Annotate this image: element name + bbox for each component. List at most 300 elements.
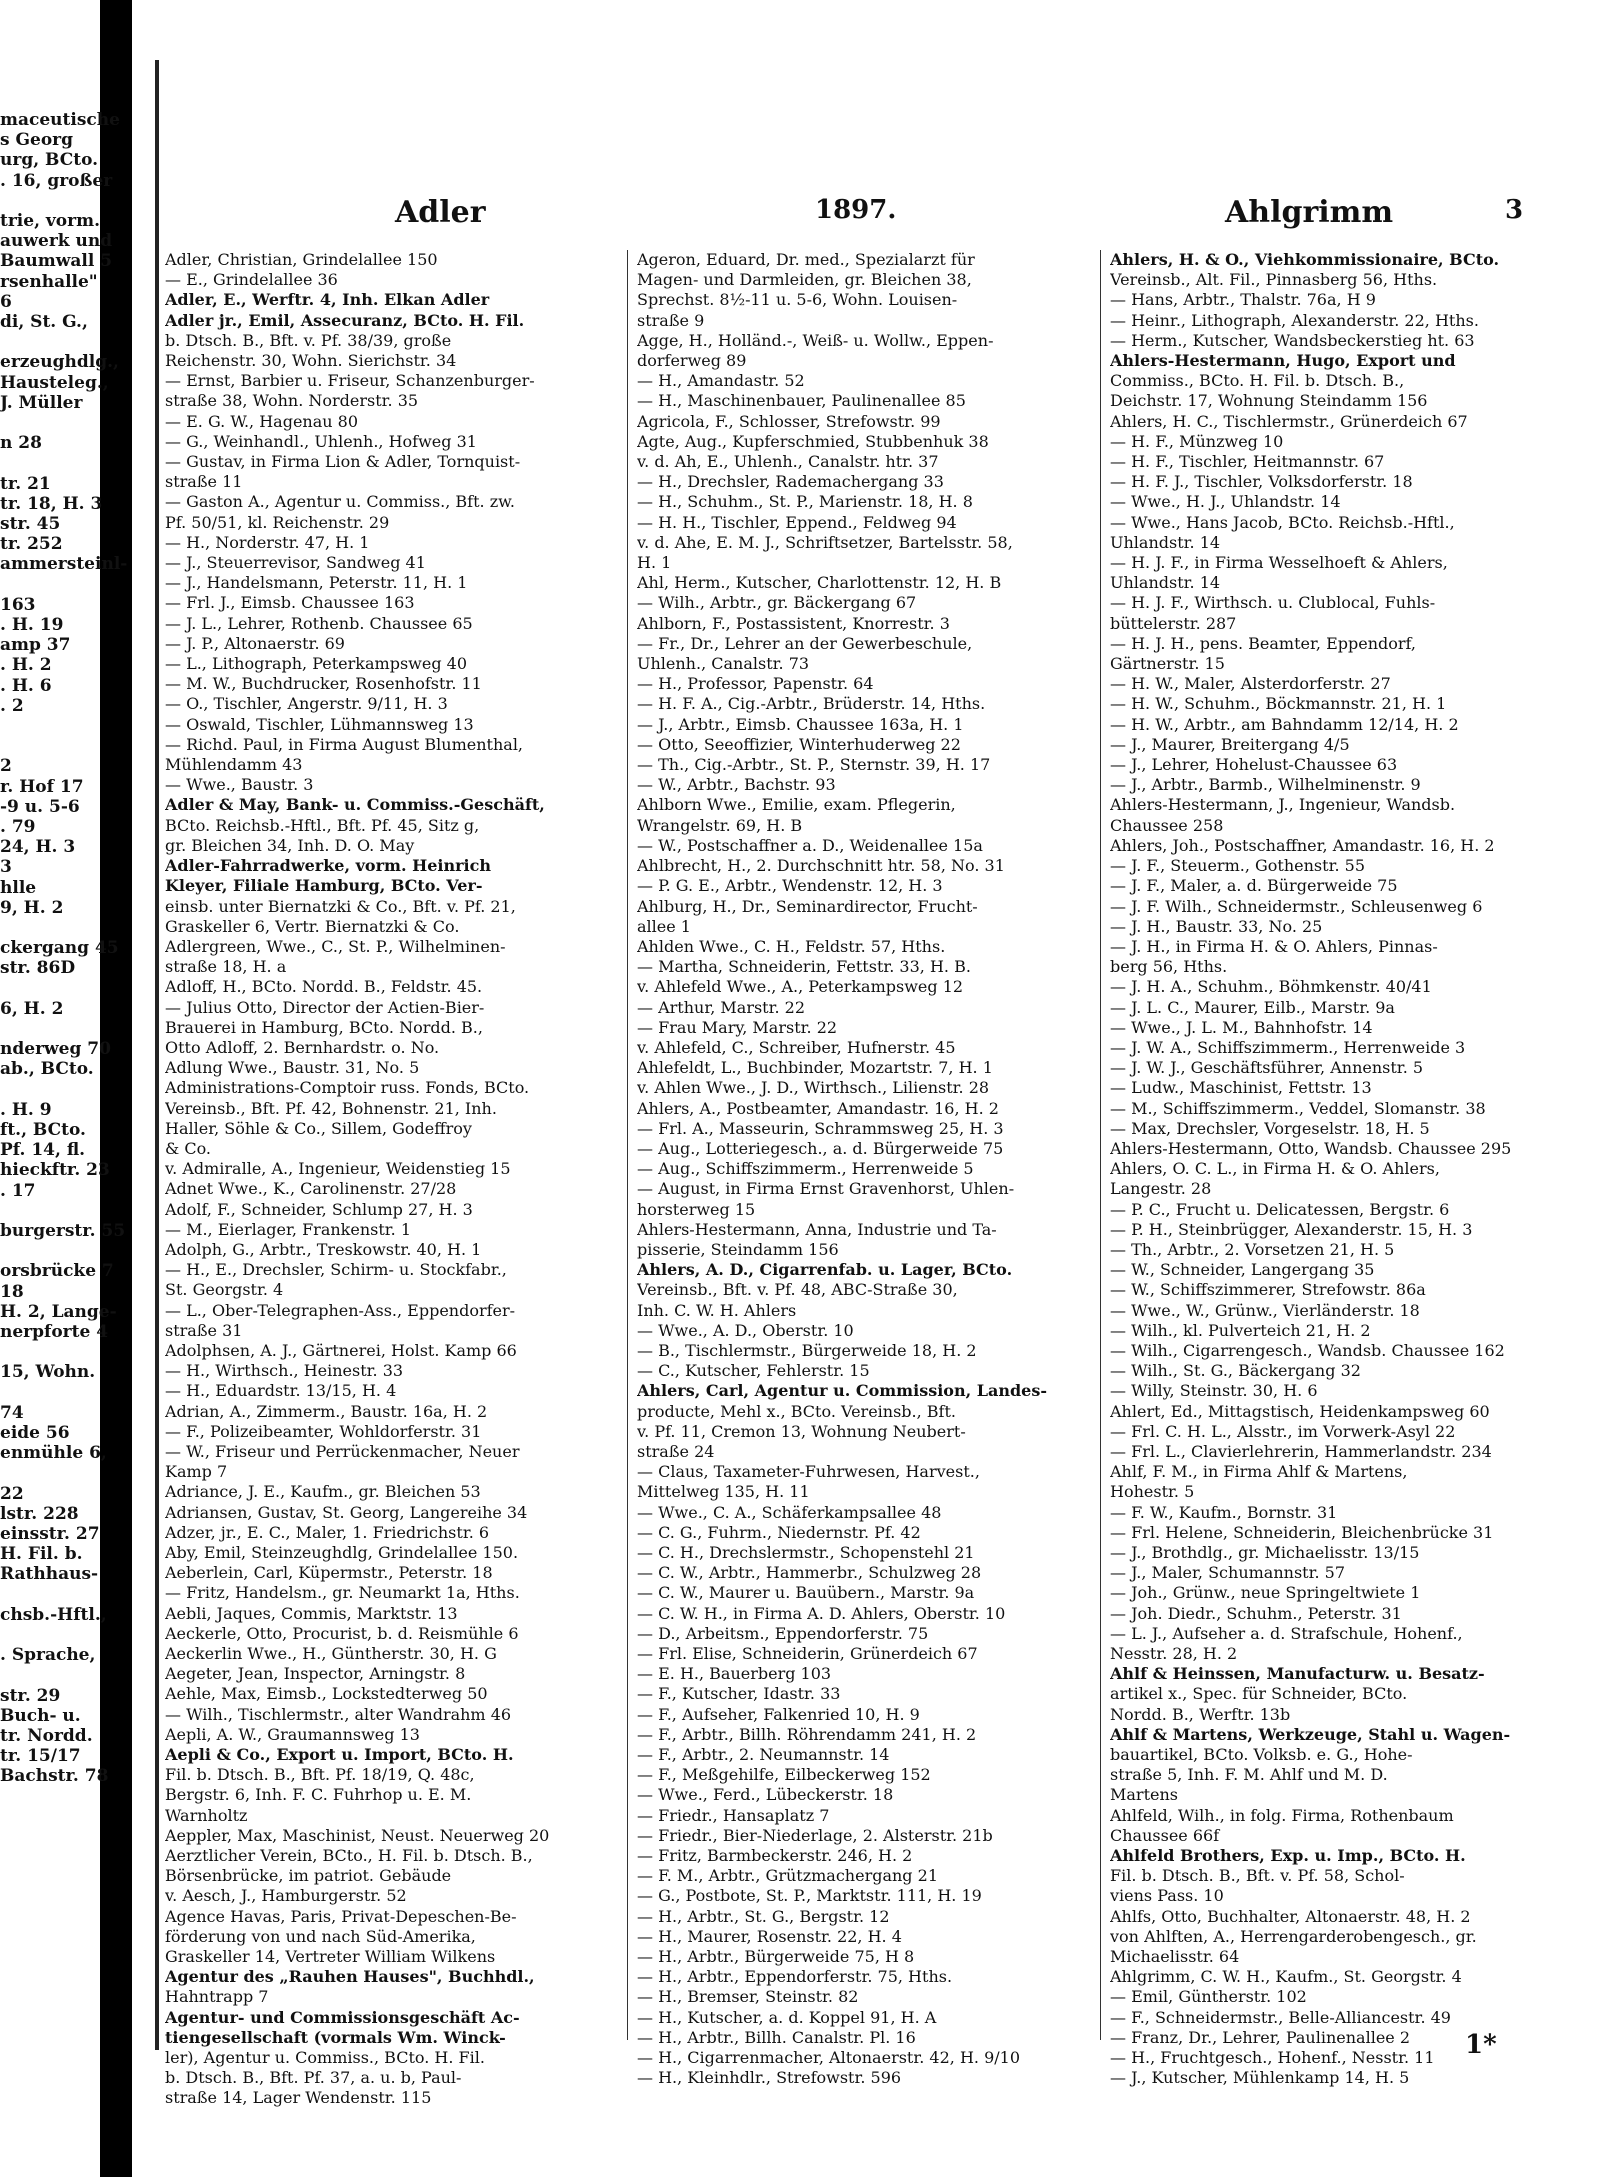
directory-entry: — H., Maschinenbauer, Paulinenallee 85	[637, 391, 966, 411]
previous-page-fragment: enmühle 6,	[0, 1443, 107, 1464]
directory-entry: Ahlers-Hestermann, J., Ingenieur, Wandsb.	[1110, 795, 1456, 815]
directory-entry: Ahlers, H. & O., Viehkommissionaire, BCto.	[1110, 250, 1500, 269]
directory-entry: — C. W. H., in Firma A. D. Ahlers, Oberstr. 10	[637, 1603, 1006, 1623]
directory-entry: straße 14, Lager Wendenstr. 115	[165, 2088, 432, 2108]
previous-page-fragment: ammersteinl-	[0, 554, 128, 575]
previous-page-fragment: H. 2, Lange-	[0, 1301, 117, 1322]
directory-entry: — Ernst, Barbier u. Friseur, Schanzenburger-	[165, 371, 535, 391]
directory-entry: — J. W. J., Geschäftsführer, Annenstr. 5	[1110, 1058, 1424, 1078]
previous-page-fragment: 24, H. 3	[0, 837, 76, 858]
directory-entry: Aby, Emil, Steinzeughdlg, Grindelallee 150.	[165, 1543, 519, 1562]
directory-entry: Graskeller 14, Vertreter William Wilkens	[165, 1947, 496, 1967]
directory-entry: Mühlendamm 43	[165, 755, 303, 775]
directory-entry: — Gustav, in Firma Lion & Adler, Tornquist-	[165, 452, 521, 472]
directory-entry: Aebli, Jaques, Commis, Marktstr. 13	[165, 1603, 458, 1623]
directory-entry: — H. F., Münzweg 10	[1110, 431, 1284, 451]
directory-entry: — E. G. W., Hagenau 80	[165, 411, 359, 431]
directory-entry: Brauerei in Hamburg, BCto. Nordd. B.,	[165, 1017, 483, 1037]
directory-page	[165, 195, 1550, 2108]
directory-entry: Pf. 50/51, kl. Reichenstr. 29	[165, 512, 390, 532]
directory-entry: — H. J. F., in Firma Wesselhoeft & Ahlers,	[1110, 553, 1448, 573]
directory-entry: — Frl. C. H. L., Alsstr., im Vorwerk-Asyl 22	[1110, 1421, 1456, 1441]
directory-entry: v. Pf. 11, Cremon 13, Wohnung Neubert-	[637, 1421, 966, 1441]
directory-entry: Aeckerle, Otto, Procurist, b. d. Reismühle 6	[165, 1623, 519, 1643]
directory-entry: Aeppler, Max, Maschinist, Neust. Neuerweg 20	[165, 1825, 550, 1845]
directory-entry: Aegeter, Jean, Inspector, Arningstr. 8	[165, 1664, 466, 1684]
directory-entry: straße 9	[637, 310, 705, 330]
directory-entry: — Joh., Grünw., neue Springeltwiete 1	[1110, 1583, 1421, 1603]
directory-entry: Vereinsb., Alt. Fil., Pinnasberg 56, Hths.	[1110, 270, 1438, 290]
previous-page-fragment: 6, H. 2	[0, 998, 64, 1019]
column-3	[1110, 250, 1540, 2088]
directory-entry: Adler, E., Werftr. 4, Inh. Elkan Adler	[165, 290, 490, 310]
directory-entry: — Frl. L., Clavierlehrerin, Hammerlandstr. 234	[1110, 1441, 1492, 1461]
directory-entry: — J., Brothdlg., gr. Michaelisstr. 13/15	[1110, 1543, 1420, 1562]
directory-entry: — H., Arbtr., St. G., Bergstr. 12	[637, 1906, 890, 1926]
previous-page-fragment: str. 45	[0, 514, 61, 534]
directory-entry: — Wilh., Tischlermstr., alter Wandrahm 46	[165, 1704, 512, 1724]
directory-entry: einsb. unter Biernatzki & Co., Bft. v. Pf. 21,	[165, 896, 516, 916]
directory-entry: — Franz, Dr., Lehrer, Paulinenallee 2	[1110, 2027, 1411, 2047]
previous-page-fragment: orsbrücke 7	[0, 1261, 114, 1282]
directory-entry: — H. W., Maler, Alsterdorferstr. 27	[1110, 674, 1391, 694]
directory-entry: Adler, Christian, Grindelallee 150	[165, 250, 438, 269]
previous-page-fragment: 9, H. 2	[0, 897, 64, 918]
directory-entry: pisserie, Steindamm 156	[637, 1239, 839, 1259]
directory-entry: viens Pass. 10	[1110, 1886, 1224, 1906]
previous-page-fragment: ft., BCto.	[0, 1120, 86, 1140]
directory-entry: — G., Postbote, St. P., Marktstr. 111, H. 19	[637, 1886, 982, 1906]
directory-entry: straße 18, H. a	[165, 957, 287, 977]
directory-entry: — H., Maurer, Rosenstr. 22, H. 4	[637, 1926, 902, 1946]
running-head-year: 1897.	[815, 195, 897, 225]
directory-entry: — Otto, Seeoffizier, Winterhuderweg 22	[637, 734, 961, 754]
directory-entry: — H., Amandastr. 52	[637, 371, 805, 391]
directory-entry: büttelerstr. 287	[1110, 613, 1237, 633]
directory-entry: straße 31	[165, 1320, 243, 1340]
directory-entry: Hahntrapp 7	[165, 1987, 269, 2007]
previous-page-fragment: amp 37	[0, 635, 71, 656]
directory-entry: Adolph, G., Arbtr., Treskowstr. 40, H. 1	[165, 1239, 482, 1259]
directory-entry: Adzer, jr., E. C., Maler, 1. Friedrichstr. 6	[165, 1522, 490, 1542]
directory-entry: Ahl, Herm., Kutscher, Charlottenstr. 12, H. B	[637, 573, 1002, 593]
directory-entry: — Wwe., Hans Jacob, BCto. Reichsb.-Hftl.,	[1110, 512, 1455, 532]
directory-entry: Ahlbrecht, H., 2. Durchschnitt htr. 58, No. 31	[637, 856, 1005, 876]
directory-entry: Aerztlicher Verein, BCto., H. Fil. b. Dtsch. B.,	[165, 1846, 533, 1866]
directory-entry: — M. W., Buchdrucker, Rosenhofstr. 11	[165, 674, 482, 694]
directory-entry: — J., Maler, Schumannstr. 57	[1110, 1563, 1345, 1583]
previous-page-fragment: eide 56	[0, 1423, 70, 1443]
running-head-left: Adler	[395, 195, 486, 230]
directory-entry: Ahlers, Joh., Postschaffner, Amandastr. 16, H. 2	[1110, 835, 1495, 855]
previous-page-fragment: maceutische	[0, 110, 120, 130]
previous-page-fragment: Hausteleg.,	[0, 372, 109, 393]
directory-entry: — H., Professor, Papenstr. 64	[637, 674, 874, 694]
previous-page-fragment: J. Müller	[0, 392, 83, 413]
directory-entry: Agte, Aug., Kupferschmied, Stubbenhuk 38	[637, 431, 989, 451]
directory-entry: — L. J., Aufseher a. d. Strafschule, Hohenf.,	[1110, 1623, 1463, 1643]
previous-page-fragment: s Georg	[0, 130, 74, 151]
previous-page-fragment: Bachstr. 78	[0, 1766, 109, 1787]
directory-entry: — H., Schuhm., St. P., Marienstr. 18, H. 8	[637, 492, 973, 512]
directory-entry: — Frau Mary, Marstr. 22	[637, 1017, 838, 1037]
directory-entry: — Willy, Steinstr. 30, H. 6	[1110, 1381, 1318, 1401]
directory-entry: — F., Schneidermstr., Belle-Alliancestr. 49	[1110, 2007, 1451, 2027]
directory-entry: v. Ahlefeld Wwe., A., Peterkampsweg 12	[637, 977, 964, 997]
previous-page-fragment: auwerk und	[0, 231, 113, 252]
directory-entry: — Richd. Paul, in Firma August Blumenthal,	[165, 734, 524, 754]
directory-entry: Ahlers-Hestermann, Anna, Industrie und Ta-	[637, 1219, 997, 1239]
directory-entry: — J., Maurer, Breitergang 4/5	[1110, 734, 1350, 754]
previous-page-fragment: . Sprache,	[0, 1645, 96, 1666]
directory-entry: Ahlers, Carl, Agentur u. Commission, Landes-	[637, 1381, 1047, 1401]
directory-entry: — Fr., Dr., Lehrer an der Gewerbeschule,	[637, 633, 973, 653]
directory-entry: — W., Schneider, Langergang 35	[1110, 1260, 1375, 1280]
previous-page-fragment: hieckftr. 23	[0, 1160, 110, 1181]
directory-entry: — H., E., Drechsler, Schirm- u. Stockfabr.,	[165, 1260, 507, 1280]
previous-page-fragment: str. 86D	[0, 958, 76, 979]
directory-entry: v. Ahlefeld, C., Schreiber, Hufnerstr. 45	[637, 1037, 956, 1057]
directory-entry: — Wilh., Arbtr., gr. Bäckergang 67	[637, 593, 917, 613]
directory-entry: — H., Cigarrenmacher, Altonaerstr. 42, H. 9/10	[637, 2048, 1020, 2068]
directory-entry: v. d. Ah, E., Uhlenh., Canalstr. htr. 37	[637, 452, 939, 472]
previous-page-fragment: Rathhaus-	[0, 1564, 99, 1585]
directory-entry: b. Dtsch. B., Bft. v. Pf. 38/39, große	[165, 330, 452, 350]
directory-entry: berg 56, Hths.	[1110, 957, 1228, 977]
previous-page-fragment: 6	[0, 291, 12, 312]
directory-entry: bauartikel, BCto. Volksb. e. G., Hohe-	[1110, 1745, 1413, 1765]
directory-entry: — W., Postschaffner a. D., Weidenallee 15a	[637, 835, 983, 855]
directory-entry: — F. M., Arbtr., Grützmachergang 21	[637, 1866, 938, 1886]
directory-entry: Ahlert, Ed., Mittagstisch, Heidenkampsweg 60	[1110, 1401, 1490, 1421]
directory-entry: — L., Ober-Telegraphen-Ass., Eppendorfer-	[165, 1300, 516, 1320]
directory-entry: Aepli & Co., Export u. Import, BCto. H.	[165, 1745, 514, 1765]
directory-entry: — H., Eduardstr. 13/15, H. 4	[165, 1381, 397, 1401]
directory-entry: Adriance, J. E., Kaufm., gr. Bleichen 53	[165, 1482, 481, 1502]
directory-entry: — H. F. A., Cig.-Arbtr., Brüderstr. 14, Hths.	[637, 694, 986, 714]
directory-entry: Adler & May, Bank- u. Commiss.-Geschäft,	[165, 795, 545, 815]
directory-entry: — H., Arbtr., Bürgerweide 75, H 8	[637, 1947, 915, 1967]
directory-entry: Vereinsb., Bft. Pf. 42, Bohnenstr. 21, Inh.	[165, 1098, 497, 1118]
directory-entry: Adriansen, Gustav, St. Georg, Langereihe 34	[165, 1502, 528, 1522]
directory-entry: von Ahlften, A., Herrengarderobengesch., gr.	[1110, 1926, 1477, 1946]
directory-entry: — Julius Otto, Director der Actien-Bier-	[165, 997, 485, 1017]
directory-entry: — M., Eierlager, Frankenstr. 1	[165, 1219, 412, 1239]
directory-entry: — Friedr., Bier-Niederlage, 2. Alsterstr. 21b	[637, 1825, 993, 1845]
previous-page-fragment: -9 u. 5-6	[0, 796, 80, 817]
directory-entry: Hohestr. 5	[1110, 1482, 1195, 1502]
previous-page-fragment: hlle	[0, 877, 37, 898]
directory-entry: Adlung Wwe., Baustr. 31, No. 5	[165, 1058, 420, 1078]
previous-page-fragment: . 16, großer	[0, 170, 113, 191]
directory-entry: Bergstr. 6, Inh. F. C. Fuhrhop u. E. M.	[165, 1785, 472, 1805]
directory-entry: — E., Grindelallee 36	[165, 270, 338, 290]
directory-entry: — Aug., Lotteriegesch., a. d. Bürgerweide 75	[637, 1138, 1004, 1158]
directory-entry: Adler jr., Emil, Assecuranz, BCto. H. Fil.	[165, 310, 525, 330]
previous-page-fragment: tr. 21	[0, 473, 51, 494]
directory-entry: — Arthur, Marstr. 22	[637, 997, 806, 1017]
directory-entry: — Herm., Kutscher, Wandsbeckerstieg ht. 63	[1110, 330, 1475, 350]
directory-entry: — Claus, Taxameter-Fuhrwesen, Harvest.,	[637, 1462, 980, 1482]
directory-entry: v. d. Ahe, E. M. J., Schriftsetzer, Bartelsstr. 58,	[637, 532, 1013, 552]
previous-page-fragment: str. 29	[0, 1685, 61, 1706]
directory-entry: — J. H., in Firma H. & O. Ahlers, Pinnas-	[1110, 936, 1438, 956]
directory-entry: — Frl. J., Eimsb. Chaussee 163	[165, 593, 415, 613]
directory-entry: Ahlfeld Brothers, Exp. u. Imp., BCto. H.	[1110, 1846, 1466, 1866]
directory-entry: — J., Handelsmann, Peterstr. 11, H. 1	[165, 573, 468, 593]
directory-entry: — C. G., Fuhrm., Niedernstr. Pf. 42	[637, 1522, 921, 1542]
previous-page-fragment: burgerstr. 55	[0, 1221, 126, 1241]
directory-entry: — Wwe., W., Grünw., Vierländerstr. 18	[1110, 1300, 1420, 1320]
directory-entry: — Wwe., J. L. M., Bahnhofstr. 14	[1110, 1017, 1373, 1037]
directory-entry: — H., Bremser, Steinstr. 82	[637, 1987, 859, 2007]
directory-entry: Kamp 7	[165, 1462, 228, 1482]
previous-page-fragment: . H. 2	[0, 655, 52, 676]
directory-entry: BCto. Reichsb.-Hftl., Bft. Pf. 45, Sitz g,	[165, 815, 480, 835]
directory-entry: — H. H., Tischler, Eppend., Feldweg 94	[637, 512, 957, 532]
directory-entry: v. Admiralle, A., Ingenieur, Weidenstieg 15	[165, 1159, 511, 1179]
previous-page-fragment: 3	[0, 857, 12, 878]
previous-page-fragment: tr. 252	[0, 534, 63, 555]
previous-page-fragment: . 17	[0, 1180, 36, 1201]
previous-page-fragment: Pf. 14, fl.	[0, 1140, 86, 1161]
directory-entry: tiengesellschaft (vormals Wm. Winck-	[165, 2027, 506, 2047]
directory-entry: — Hans, Arbtr., Thalstr. 76a, H 9	[1110, 290, 1376, 310]
directory-entry: — Wwe., C. A., Schäferkampsallee 48	[637, 1502, 942, 1522]
directory-entry: — J., Arbtr., Barmb., Wilhelminenstr. 9	[1110, 775, 1421, 795]
directory-entry: — Gaston A., Agentur u. Commiss., Bft. zw.	[165, 492, 516, 512]
directory-entry: Ahlgrimm, C. W. H., Kaufm., St. Georgstr. 4	[1110, 1967, 1462, 1987]
directory-entry: Vereinsb., Bft. v. Pf. 48, ABC-Straße 30,	[637, 1280, 958, 1300]
directory-entry: Otto Adloff, 2. Bernhardstr. o. No.	[165, 1037, 440, 1057]
directory-entry: Agence Havas, Paris, Privat-Depeschen-Be-	[165, 1906, 517, 1926]
directory-entry: Uhlenh., Canalstr. 73	[637, 654, 810, 674]
directory-entry: Sprechst. 8½-11 u. 5-6, Wohn. Louisen-	[637, 290, 958, 310]
directory-entry: Adolphsen, A. J., Gärtnerei, Holst. Kamp 66	[165, 1340, 517, 1360]
directory-entry: — H. J. F., Wirthsch. u. Clublocal, Fuhls-	[1110, 593, 1436, 613]
directory-entry: — Oswald, Tischler, Lühmannsweg 13	[165, 714, 474, 734]
previous-page-fragment: 74	[0, 1402, 24, 1423]
previous-page-fragment: 22	[0, 1483, 24, 1504]
directory-entry: — F., Kutscher, Idastr. 33	[637, 1684, 841, 1704]
directory-entry: — H. J. H., pens. Beamter, Eppendorf,	[1110, 633, 1416, 653]
previous-page-fragment: rsenhalle"	[0, 271, 98, 292]
directory-entry: v. Ahlen Wwe., J. D., Wirthsch., Lilienstr. 28	[637, 1078, 990, 1098]
directory-entry: — Wwe., Ferd., Lübeckerstr. 18	[637, 1785, 894, 1805]
directory-entry: straße 5, Inh. F. M. Ahlf und M. D.	[1110, 1765, 1388, 1785]
directory-entry: Gärtnerstr. 15	[1110, 654, 1225, 674]
directory-entry: — Joh. Diedr., Schuhm., Peterstr. 31	[1110, 1603, 1402, 1623]
directory-entry: — J., Lehrer, Hohelust-Chaussee 63	[1110, 755, 1398, 775]
previous-page-fragment: Baumwall 5	[0, 251, 113, 272]
directory-entry: Aeckerlin Wwe., H., Güntherstr. 30, H. G	[165, 1644, 497, 1664]
directory-entry: Fil. b. Dtsch. B., Bft. Pf. 18/19, Q. 48c,	[165, 1765, 475, 1785]
directory-entry: — Aug., Schiffszimmerm., Herrenweide 5	[637, 1159, 974, 1179]
directory-entry: Reichenstr. 30, Wohn. Sierichstr. 34	[165, 351, 457, 371]
previous-page-fragment: 163	[0, 594, 36, 615]
directory-entry: — M., Schiffszimmerm., Veddel, Slomanstr. 38	[1110, 1098, 1486, 1118]
previous-page-fragment: nderweg 70	[0, 1039, 111, 1060]
directory-entry: Ahlf & Heinssen, Manufacturw. u. Besatz-	[1110, 1664, 1485, 1684]
directory-entry: Adler-Fahrradwerke, vorm. Heinrich	[165, 856, 491, 876]
previous-page-fragment: . 79	[0, 817, 36, 837]
directory-entry: — H., Arbtr., Billh. Canalstr. Pl. 16	[637, 2027, 916, 2047]
directory-entry: — H., Kleinhdlr., Strefowstr. 596	[637, 2068, 902, 2088]
directory-entry: — August, in Firma Ernst Gravenhorst, Uhlen-	[637, 1179, 1015, 1199]
previous-page-fragment: urg, BCto.	[0, 150, 99, 171]
directory-entry: Michaelisstr. 64	[1110, 1947, 1240, 1967]
signature-mark: 1*	[1465, 2030, 1497, 2060]
directory-entry: Agentur- und Commissionsgeschäft Ac-	[165, 2007, 520, 2027]
directory-entry: Wrangelstr. 69, H. B	[637, 815, 803, 835]
directory-entry: — F., Meßgehilfe, Eilbeckerweg 152	[637, 1765, 931, 1785]
directory-entry: — Frl. Helene, Schneiderin, Bleichenbrücke 31	[1110, 1522, 1494, 1542]
directory-entry: Ageron, Eduard, Dr. med., Spezialarzt für	[637, 250, 975, 269]
directory-entry: Nordd. B., Werftr. 13b	[1110, 1704, 1291, 1724]
directory-entry: v. Aesch, J., Hamburgerstr. 52	[165, 1886, 407, 1906]
previous-page-fragment: tr. 18, H. 3	[0, 493, 103, 514]
directory-entry: Ahlf & Martens, Werkzeuge, Stahl u. Wagen-	[1110, 1724, 1511, 1744]
directory-entry: — H. F. J., Tischler, Volksdorferstr. 18	[1110, 472, 1413, 492]
directory-entry: — H., Wirthsch., Heinestr. 33	[165, 1361, 404, 1381]
directory-entry: St. Georgstr. 4	[165, 1280, 284, 1300]
directory-entry: — H., Kutscher, a. d. Koppel 91, H. A	[637, 2007, 937, 2027]
directory-entry: — W., Schiffszimmerer, Strefowstr. 86a	[1110, 1280, 1426, 1300]
previous-page-fragment: 15, Wohn.	[0, 1362, 96, 1383]
previous-page-fragment: ckergang 45	[0, 938, 119, 959]
directory-entry: — J. H. A., Schuhm., Böhmkenstr. 40/41	[1110, 977, 1432, 997]
directory-entry: — H., Drechsler, Rademachergang 33	[637, 472, 944, 492]
directory-entry: Commiss., BCto. H. Fil. b. Dtsch. B.,	[1110, 371, 1405, 391]
previous-page-fragment: einsstr. 27	[0, 1524, 100, 1544]
directory-entry: Ahlers, O. C. L., in Firma H. & O. Ahlers,	[1110, 1159, 1440, 1179]
previous-page-fragment: n 28	[0, 433, 42, 454]
directory-entry: Ahlfs, Otto, Buchhalter, Altonaerstr. 48, H. 2	[1110, 1906, 1471, 1926]
directory-entry: — Wilh., St. G., Bäckergang 32	[1110, 1361, 1361, 1381]
directory-entry: — H. W., Arbtr., am Bahndamm 12/14, H. 2	[1110, 714, 1459, 734]
directory-entry: Uhlandstr. 14	[1110, 532, 1221, 552]
directory-entry: — F., Arbtr., 2. Neumannstr. 14	[637, 1745, 890, 1765]
directory-entry: — O., Tischler, Angerstr. 9/11, H. 3	[165, 694, 448, 714]
directory-entry: Ahlf, F. M., in Firma Ahlf & Martens,	[1110, 1462, 1408, 1482]
directory-entry: allee 1	[637, 916, 691, 936]
directory-entry: — P. G. E., Arbtr., Wendenstr. 12, H. 3	[637, 876, 943, 896]
directory-entry: horsterweg 15	[637, 1199, 756, 1219]
directory-entry: — Wilh., Cigarrengesch., Wandsb. Chaussee 162	[1110, 1340, 1505, 1360]
previous-page-fragment: . 2	[0, 695, 24, 716]
directory-entry: — F., Polizeibeamter, Wohldorferstr. 31	[165, 1421, 482, 1441]
previous-page-fragment: Buch- u.	[0, 1705, 81, 1726]
directory-entry: — Fritz, Handelsm., gr. Neumarkt 1a, Hths.	[165, 1583, 520, 1603]
previous-page-fragment: nerpforte 4	[0, 1322, 109, 1342]
previous-page-fragment: lstr. 228	[0, 1503, 79, 1524]
directory-entry: Ahlers, H. C., Tischlermstr., Grünerdeich 67	[1110, 411, 1468, 431]
directory-entry: — G., Weinhandl., Uhlenh., Hofweg 31	[165, 431, 477, 451]
previous-page-fragment: tr. 15/17	[0, 1746, 81, 1767]
directory-entry: — F., Arbtr., Billh. Röhrendamm 241, H. 2	[637, 1724, 977, 1744]
directory-entry: — C. W., Maurer u. Bauübern., Marstr. 9a	[637, 1583, 975, 1603]
directory-entry: — J. P., Altonaerstr. 69	[165, 633, 345, 653]
directory-entry: — P. H., Steinbrügger, Alexanderstr. 15, H. 3	[1110, 1219, 1473, 1239]
directory-entry: Uhlandstr. 14	[1110, 573, 1221, 593]
directory-entry: Adnet Wwe., K., Carolinenstr. 27/28	[165, 1179, 457, 1199]
directory-entry: — E. H., Bauerberg 103	[637, 1664, 832, 1684]
directory-entry: — J. L. C., Maurer, Eilb., Marstr. 9a	[1110, 997, 1395, 1017]
directory-entry: Ahlers-Hestermann, Hugo, Export und	[1110, 351, 1456, 371]
directory-entry: — H., Norderstr. 47, H. 1	[165, 532, 370, 552]
column-2	[637, 250, 1067, 2088]
directory-entry: — P. C., Frucht u. Delicatessen, Bergstr. 6	[1110, 1199, 1450, 1219]
directory-entry: — H., Fruchtgesch., Hohenf., Nesstr. 11	[1110, 2048, 1435, 2068]
directory-entry: — J., Kutscher, Mühlenkamp 14, H. 5	[1110, 2068, 1410, 2088]
directory-entry: Inh. C. W. H. Ahlers	[637, 1300, 797, 1320]
directory-entry: Haller, Söhle & Co., Sillem, Godeffroy	[165, 1118, 472, 1138]
directory-entry: b. Dtsch. B., Bft. Pf. 37, a. u. b, Paul-	[165, 2068, 462, 2088]
directory-entry: dorferweg 89	[637, 351, 747, 371]
directory-entry: Adlergreen, Wwe., C., St. P., Wilhelminen-	[165, 936, 506, 956]
previous-page-fragment: tr. Nordd.	[0, 1726, 93, 1746]
directory-entry: — Emil, Güntherstr. 102	[1110, 1987, 1307, 2007]
directory-entry: Adolf, F., Schneider, Schlump 27, H. 3	[165, 1199, 473, 1219]
directory-entry: Graskeller 6, Vertr. Biernatzki & Co.	[165, 916, 460, 936]
directory-entry: — H., Arbtr., Eppendorferstr. 75, Hths.	[637, 1967, 953, 1987]
previous-page-fragment: H. Fil. b.	[0, 1544, 83, 1565]
previous-page-fragment: r. Hof 17	[0, 776, 84, 797]
directory-entry: — Frl. Elise, Schneiderin, Grünerdeich 67	[637, 1644, 978, 1664]
column-1	[165, 250, 595, 2109]
previous-page-fragment: trie, vorm.	[0, 211, 100, 231]
directory-entry: — J. F. Wilh., Schneidermstr., Schleusenweg 6	[1110, 896, 1483, 916]
directory-entry: — Heinr., Lithograph, Alexanderstr. 22, Hths.	[1110, 310, 1479, 330]
directory-entry: Ahlefeldt, L., Buchbinder, Mozartstr. 7, H. 1	[637, 1058, 993, 1078]
directory-entry: — F., Aufseher, Falkenried 10, H. 9	[637, 1704, 920, 1724]
directory-entry: Aeberlein, Carl, Küpermstr., Peterstr. 18	[165, 1563, 493, 1583]
directory-entry: Aepli, A. W., Graumannsweg 13	[165, 1724, 420, 1744]
directory-entry: Ahlden Wwe., C. H., Feldstr. 57, Hths.	[637, 936, 946, 956]
directory-entry: — Th., Cig.-Arbtr., St. P., Sternstr. 39, H. 17	[637, 755, 991, 775]
directory-entry: Aehle, Max, Eimsb., Lockstedterweg 50	[165, 1684, 488, 1704]
directory-entry: artikel x., Spec. für Schneider, BCto.	[1110, 1684, 1408, 1704]
previous-page-fragment: chsb.-Hftl.,	[0, 1604, 107, 1625]
directory-entry: Martens	[1110, 1785, 1178, 1805]
directory-entry: Magen- und Darmleiden, gr. Bleichen 38,	[637, 270, 972, 290]
directory-entry: Chaussee 258	[1110, 815, 1224, 835]
directory-entry: Ahlers, A., Postbeamter, Amandastr. 16, H. 2	[637, 1098, 999, 1118]
directory-entry: Ahlborn, F., Postassistent, Knorrestr. 3	[637, 613, 950, 633]
directory-entry: Agricola, F., Schlosser, Strefowstr. 99	[637, 411, 941, 431]
previous-page-fragment: 2	[0, 756, 12, 777]
directory-entry: Ahlfeld, Wilh., in folg. Firma, Rothenbaum	[1110, 1805, 1454, 1825]
directory-entry: ler), Agentur u. Commiss., BCto. H. Fil.	[165, 2048, 485, 2068]
directory-entry: Adloff, H., BCto. Nordd. B., Feldstr. 45.	[165, 977, 483, 997]
directory-entry: — J. F., Steuerm., Gothenstr. 55	[1110, 856, 1365, 876]
directory-entry: — C. H., Drechslermstr., Schopenstehl 21	[637, 1543, 975, 1562]
directory-entry: Ahlborn Wwe., Emilie, exam. Pflegerin,	[637, 795, 956, 815]
directory-entry: straße 11	[165, 472, 243, 492]
directory-entry: — Fritz, Barmbeckerstr. 246, H. 2	[637, 1846, 913, 1866]
directory-entry: — J. L., Lehrer, Rothenb. Chaussee 65	[165, 613, 473, 633]
directory-entry: Deichstr. 17, Wohnung Steindamm 156	[1110, 391, 1428, 411]
directory-entry: — Max, Drechsler, Vorgeselstr. 18, H. 5	[1110, 1118, 1430, 1138]
directory-entry: Administrations-Comptoir russ. Fonds, BCto.	[165, 1078, 530, 1098]
directory-entry: Ahlers, A. D., Cigarrenfab. u. Lager, BCto.	[637, 1260, 1013, 1280]
running-head-right: Ahlgrimm	[1225, 195, 1394, 230]
directory-entry: förderung von und nach Süd-Amerika,	[165, 1926, 476, 1946]
directory-entry: — Wwe., H. J., Uhlandstr. 14	[1110, 492, 1341, 512]
directory-entry: — Th., Arbtr., 2. Vorsetzen 21, H. 5	[1110, 1239, 1395, 1259]
directory-entry: Agentur des „Rauhen Hauses", Buchhdl.,	[165, 1967, 535, 1987]
directory-entry: gr. Bleichen 34, Inh. D. O. May	[165, 835, 415, 855]
